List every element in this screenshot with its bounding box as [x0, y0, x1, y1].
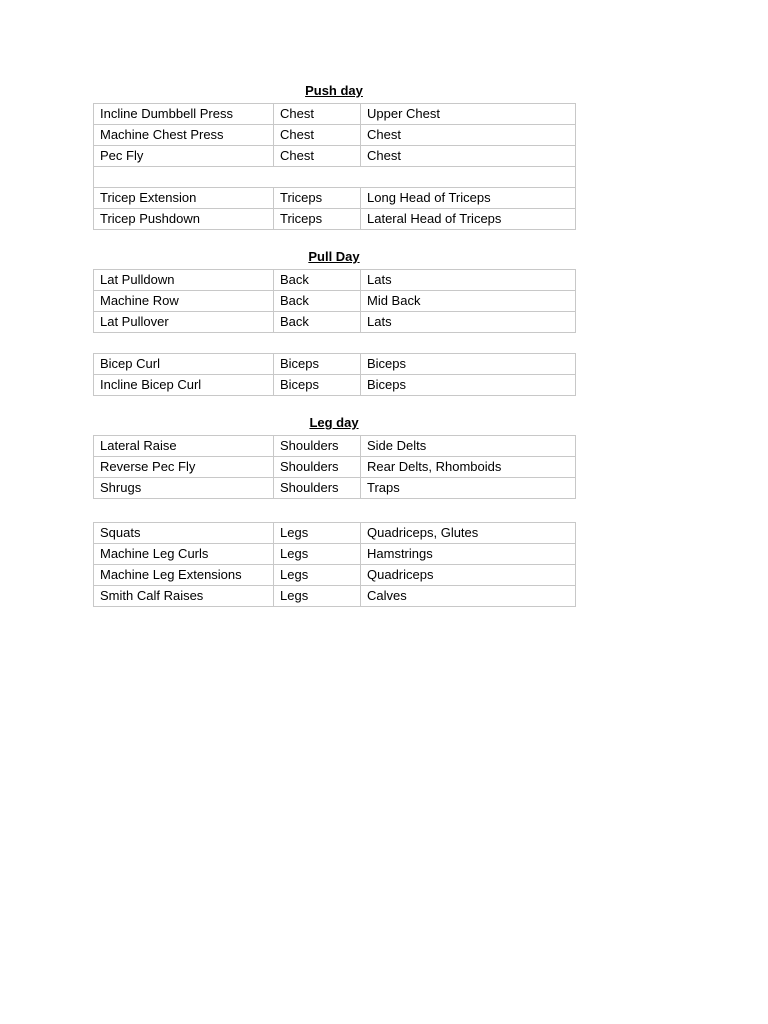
exercise-table [93, 269, 576, 333]
muscle-group-cell: Chest [274, 125, 361, 146]
table-row [94, 270, 576, 291]
section-push-day [93, 83, 575, 230]
target-cell: Hamstrings [361, 544, 576, 565]
muscle-group-cell: Shoulders [274, 478, 361, 499]
exercise-table [93, 103, 576, 230]
exercise-cell: Tricep Extension [94, 188, 274, 209]
exercise-cell: Shrugs [94, 478, 274, 499]
exercise-table [93, 522, 576, 607]
table-row [94, 586, 576, 607]
muscle-group-cell: Triceps [274, 188, 361, 209]
muscle-group-cell: Back [274, 270, 361, 291]
muscle-group-cell: Back [274, 312, 361, 333]
exercise-cell: Incline Dumbbell Press [94, 104, 274, 125]
exercise-cell: Machine Leg Curls [94, 544, 274, 565]
table-row [94, 104, 576, 125]
target-cell: Traps [361, 478, 576, 499]
target-cell: Lats [361, 270, 576, 291]
exercise-cell: Tricep Pushdown [94, 209, 274, 230]
table-row [94, 209, 576, 230]
target-cell: Calves [361, 586, 576, 607]
target-cell: Biceps [361, 354, 576, 375]
table-row [94, 291, 576, 312]
exercise-table [93, 353, 576, 396]
target-cell: Quadriceps [361, 565, 576, 586]
muscle-group-cell: Biceps [274, 354, 361, 375]
muscle-group-cell: Biceps [274, 375, 361, 396]
target-cell: Mid Back [361, 291, 576, 312]
exercise-cell: Lat Pullover [94, 312, 274, 333]
target-cell: Rear Delts, Rhomboids [361, 457, 576, 478]
muscle-group-cell: Chest [274, 104, 361, 125]
table-row [94, 523, 576, 544]
section-title: Pull Day [308, 249, 360, 264]
table-row [94, 436, 576, 457]
empty-cell [94, 167, 576, 188]
exercise-cell: Smith Calf Raises [94, 586, 274, 607]
target-cell: Biceps [361, 375, 576, 396]
muscle-group-cell: Legs [274, 565, 361, 586]
table-gap [93, 333, 575, 353]
muscle-group-cell: Back [274, 291, 361, 312]
muscle-group-cell: Legs [274, 586, 361, 607]
muscle-group-cell: Shoulders [274, 457, 361, 478]
table-row [94, 312, 576, 333]
section-title: Leg day [309, 415, 359, 430]
section-pull-day [93, 249, 575, 396]
target-cell: Lateral Head of Triceps [361, 209, 576, 230]
table-spacer-row [94, 167, 576, 188]
table-row [94, 354, 576, 375]
table-gap [93, 499, 575, 522]
target-cell: Lats [361, 312, 576, 333]
exercise-cell: Machine Row [94, 291, 274, 312]
table-row [94, 565, 576, 586]
table-row [94, 375, 576, 396]
muscle-group-cell: Triceps [274, 209, 361, 230]
target-cell: Upper Chest [361, 104, 576, 125]
section-title: Push day [305, 83, 363, 98]
muscle-group-cell: Chest [274, 146, 361, 167]
muscle-group-cell: Legs [274, 544, 361, 565]
table-row [94, 146, 576, 167]
table-row [94, 544, 576, 565]
exercise-cell: Machine Chest Press [94, 125, 274, 146]
table-row [94, 125, 576, 146]
table-row [94, 188, 576, 209]
target-cell: Quadriceps, Glutes [361, 523, 576, 544]
target-cell: Long Head of Triceps [361, 188, 576, 209]
exercise-cell: Lateral Raise [94, 436, 274, 457]
table-row [94, 478, 576, 499]
target-cell: Chest [361, 146, 576, 167]
exercise-cell: Incline Bicep Curl [94, 375, 274, 396]
target-cell: Chest [361, 125, 576, 146]
exercise-cell: Squats [94, 523, 274, 544]
table-row [94, 457, 576, 478]
exercise-cell: Lat Pulldown [94, 270, 274, 291]
exercise-cell: Reverse Pec Fly [94, 457, 274, 478]
exercise-cell: Bicep Curl [94, 354, 274, 375]
exercise-table [93, 435, 576, 499]
muscle-group-cell: Legs [274, 523, 361, 544]
section-leg-day [93, 415, 575, 607]
exercise-cell: Machine Leg Extensions [94, 565, 274, 586]
muscle-group-cell: Shoulders [274, 436, 361, 457]
target-cell: Side Delts [361, 436, 576, 457]
exercise-cell: Pec Fly [94, 146, 274, 167]
